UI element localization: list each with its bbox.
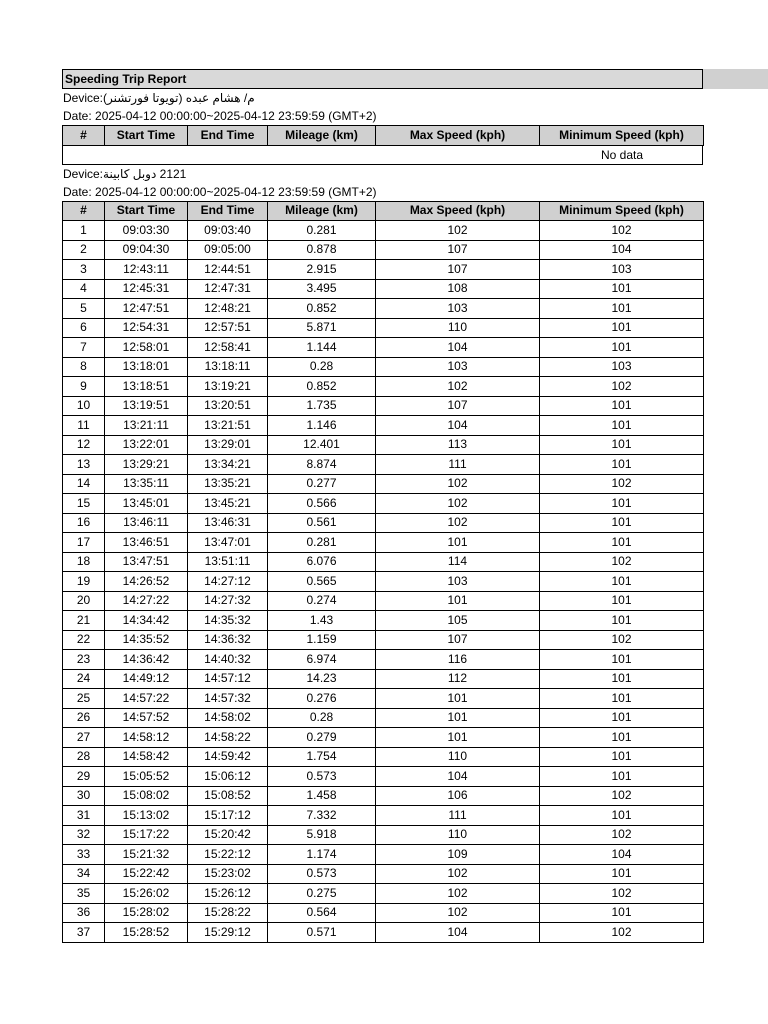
cell-start-time: 13:47:51: [105, 552, 188, 572]
table-row: [63, 611, 704, 631]
cell-index: 5: [63, 299, 105, 319]
cell-start-time: 13:21:11: [105, 416, 188, 436]
cell-start-time: 12:43:11: [105, 260, 188, 280]
cell-mileage: 0.277: [268, 474, 376, 494]
cell-max-speed: 113: [376, 435, 540, 455]
cell-max-speed: 101: [376, 708, 540, 728]
cell-max-speed: 110: [376, 747, 540, 767]
table-row: [63, 864, 704, 884]
cell-end-time: 13:19:21: [188, 377, 268, 397]
cell-max-speed: 111: [376, 806, 540, 826]
cell-index: 17: [63, 533, 105, 553]
table-row: [63, 474, 704, 494]
cell-index: 20: [63, 591, 105, 611]
cell-max-speed: 116: [376, 650, 540, 670]
cell-max-speed: 104: [376, 923, 540, 943]
cell-start-time: 12:45:31: [105, 279, 188, 299]
col-header-start: Start Time: [105, 126, 188, 146]
cell-max-speed: 103: [376, 572, 540, 592]
cell-min-speed: 102: [540, 474, 704, 494]
cell-index: 37: [63, 923, 105, 943]
cell-min-speed: 102: [540, 630, 704, 650]
cell-mileage: 0.274: [268, 591, 376, 611]
table-row: [63, 299, 704, 319]
cell-mileage: 0.28: [268, 357, 376, 377]
col-header-min-speed: Minimum Speed (kph): [540, 126, 704, 146]
cell-mileage: 1.754: [268, 747, 376, 767]
table-row: [63, 260, 704, 280]
cell-index: 26: [63, 708, 105, 728]
cell-index: 3: [63, 260, 105, 280]
cell-max-speed: 102: [376, 864, 540, 884]
cell-min-speed: 102: [540, 825, 704, 845]
cell-end-time: 15:20:42: [188, 825, 268, 845]
cell-start-time: 14:34:42: [105, 611, 188, 631]
cell-end-time: 13:45:21: [188, 494, 268, 514]
report-sheet: [62, 69, 703, 943]
cell-index: 1: [63, 221, 105, 241]
cell-max-speed: 108: [376, 279, 540, 299]
cell-max-speed: 101: [376, 689, 540, 709]
cell-index: 8: [63, 357, 105, 377]
cell-start-time: 15:13:02: [105, 806, 188, 826]
cell-end-time: 15:29:12: [188, 923, 268, 943]
table-row: [63, 572, 704, 592]
cell-mileage: 5.871: [268, 318, 376, 338]
cell-end-time: 14:59:42: [188, 747, 268, 767]
trip-table-body: [63, 221, 704, 943]
table-header-row: [63, 126, 704, 146]
table-row: [63, 903, 704, 923]
cell-start-time: 14:49:12: [105, 669, 188, 689]
cell-mileage: 1.458: [268, 786, 376, 806]
cell-start-time: 15:22:42: [105, 864, 188, 884]
cell-max-speed: 102: [376, 221, 540, 241]
cell-max-speed: 104: [376, 416, 540, 436]
table-row: [63, 806, 704, 826]
cell-end-time: 13:51:11: [188, 552, 268, 572]
cell-min-speed: 101: [540, 708, 704, 728]
cell-start-time: 15:05:52: [105, 767, 188, 787]
cell-start-time: 13:18:01: [105, 357, 188, 377]
cell-end-time: 14:57:12: [188, 669, 268, 689]
table-row: [63, 747, 704, 767]
cell-max-speed: 102: [376, 513, 540, 533]
cell-min-speed: 102: [540, 552, 704, 572]
cell-mileage: 1.159: [268, 630, 376, 650]
cell-max-speed: 102: [376, 884, 540, 904]
cell-mileage: 6.974: [268, 650, 376, 670]
cell-min-speed: 101: [540, 299, 704, 319]
cell-max-speed: 110: [376, 318, 540, 338]
table-row: [63, 455, 704, 475]
device-name: م/ هشام عبده (تويوتا فورتشنر): [103, 91, 255, 105]
header-table-1: [62, 125, 704, 146]
cell-mileage: 5.918: [268, 825, 376, 845]
cell-end-time: 12:57:51: [188, 318, 268, 338]
cell-end-time: 12:58:41: [188, 338, 268, 358]
cell-max-speed: 103: [376, 299, 540, 319]
cell-mileage: 7.332: [268, 806, 376, 826]
table-row: [63, 825, 704, 845]
table-row: [63, 650, 704, 670]
cell-max-speed: 112: [376, 669, 540, 689]
cell-end-time: 14:58:22: [188, 728, 268, 748]
cell-start-time: 14:27:22: [105, 591, 188, 611]
cell-mileage: 3.495: [268, 279, 376, 299]
cell-mileage: 1.174: [268, 845, 376, 865]
cell-index: 33: [63, 845, 105, 865]
cell-end-time: 15:17:12: [188, 806, 268, 826]
table-row: [63, 416, 704, 436]
cell-end-time: 13:46:31: [188, 513, 268, 533]
cell-max-speed: 104: [376, 767, 540, 787]
table-row: [63, 845, 704, 865]
col-header-max-speed: Max Speed (kph): [376, 126, 540, 146]
cell-start-time: 13:35:11: [105, 474, 188, 494]
cell-end-time: 14:36:32: [188, 630, 268, 650]
cell-end-time: 13:21:51: [188, 416, 268, 436]
table-row: [63, 630, 704, 650]
cell-end-time: 15:22:12: [188, 845, 268, 865]
cell-min-speed: 101: [540, 396, 704, 416]
cell-index: 12: [63, 435, 105, 455]
cell-start-time: 14:26:52: [105, 572, 188, 592]
cell-start-time: 14:58:12: [105, 728, 188, 748]
cell-index: 34: [63, 864, 105, 884]
cell-index: 22: [63, 630, 105, 650]
cell-max-speed: 101: [376, 591, 540, 611]
cell-index: 36: [63, 903, 105, 923]
cell-index: 10: [63, 396, 105, 416]
cell-mileage: 0.281: [268, 221, 376, 241]
device-line-1: [62, 89, 703, 107]
cell-index: 13: [63, 455, 105, 475]
cell-max-speed: 111: [376, 455, 540, 475]
cell-min-speed: 101: [540, 494, 704, 514]
date-line-2: Date: 2025-04-12 00:00:00~2025-04-12 23:59:59 (GMT+2): [63, 184, 377, 199]
cell-mileage: 12.401: [268, 435, 376, 455]
cell-end-time: 14:35:32: [188, 611, 268, 631]
cell-end-time: 14:27:32: [188, 591, 268, 611]
table-row: [63, 552, 704, 572]
cell-min-speed: 104: [540, 845, 704, 865]
cell-max-speed: 103: [376, 357, 540, 377]
cell-end-time: 13:47:01: [188, 533, 268, 553]
cell-index: 15: [63, 494, 105, 514]
cell-min-speed: 101: [540, 416, 704, 436]
cell-start-time: 13:22:01: [105, 435, 188, 455]
table-row: [63, 396, 704, 416]
cell-index: 27: [63, 728, 105, 748]
no-data-row: [62, 146, 703, 165]
cell-index: 24: [63, 669, 105, 689]
cell-start-time: 13:46:11: [105, 513, 188, 533]
cell-min-speed: 101: [540, 435, 704, 455]
cell-start-time: 13:19:51: [105, 396, 188, 416]
cell-max-speed: 104: [376, 338, 540, 358]
cell-mileage: 0.28: [268, 708, 376, 728]
cell-mileage: 1.144: [268, 338, 376, 358]
cell-end-time: 09:03:40: [188, 221, 268, 241]
cell-start-time: 09:03:30: [105, 221, 188, 241]
table-row: [63, 240, 704, 260]
col-header-index: #: [63, 201, 105, 221]
cell-max-speed: 105: [376, 611, 540, 631]
cell-min-speed: 102: [540, 786, 704, 806]
cell-start-time: 09:04:30: [105, 240, 188, 260]
table-row: [63, 435, 704, 455]
cell-min-speed: 101: [540, 279, 704, 299]
trip-table: [62, 201, 704, 943]
cell-min-speed: 101: [540, 669, 704, 689]
cell-end-time: 12:44:51: [188, 260, 268, 280]
cell-start-time: 14:57:52: [105, 708, 188, 728]
cell-start-time: 12:47:51: [105, 299, 188, 319]
cell-max-speed: 106: [376, 786, 540, 806]
cell-min-speed: 101: [540, 591, 704, 611]
cell-index: 29: [63, 767, 105, 787]
cell-min-speed: 102: [540, 884, 704, 904]
cell-min-speed: 101: [540, 767, 704, 787]
cell-mileage: 0.573: [268, 767, 376, 787]
cell-start-time: 15:26:02: [105, 884, 188, 904]
cell-mileage: 1.43: [268, 611, 376, 631]
cell-mileage: 0.281: [268, 533, 376, 553]
cell-mileage: 14.23: [268, 669, 376, 689]
cell-end-time: 13:18:11: [188, 357, 268, 377]
cell-max-speed: 110: [376, 825, 540, 845]
cell-max-speed: 107: [376, 240, 540, 260]
cell-min-speed: 101: [540, 728, 704, 748]
cell-min-speed: 101: [540, 318, 704, 338]
cell-end-time: 15:26:12: [188, 884, 268, 904]
table-row: [63, 533, 704, 553]
cell-start-time: 14:35:52: [105, 630, 188, 650]
cell-end-time: 12:48:21: [188, 299, 268, 319]
cell-index: 11: [63, 416, 105, 436]
cell-end-time: 13:35:21: [188, 474, 268, 494]
cell-index: 18: [63, 552, 105, 572]
cell-min-speed: 101: [540, 864, 704, 884]
table-row: [63, 591, 704, 611]
cell-mileage: 0.852: [268, 377, 376, 397]
cell-index: 28: [63, 747, 105, 767]
cell-index: 6: [63, 318, 105, 338]
cell-start-time: 13:46:51: [105, 533, 188, 553]
cell-mileage: 0.561: [268, 513, 376, 533]
table-row: [63, 884, 704, 904]
cell-max-speed: 114: [376, 552, 540, 572]
cell-min-speed: 101: [540, 806, 704, 826]
cell-index: 25: [63, 689, 105, 709]
cell-end-time: 15:28:22: [188, 903, 268, 923]
cell-min-speed: 102: [540, 221, 704, 241]
cell-start-time: 15:28:02: [105, 903, 188, 923]
cell-end-time: 13:34:21: [188, 455, 268, 475]
col-header-end: End Time: [188, 201, 268, 221]
cell-min-speed: 101: [540, 747, 704, 767]
cell-mileage: 0.565: [268, 572, 376, 592]
cell-end-time: 14:40:32: [188, 650, 268, 670]
cell-mileage: 0.564: [268, 903, 376, 923]
col-header-end: End Time: [188, 126, 268, 146]
cell-start-time: 14:36:42: [105, 650, 188, 670]
cell-max-speed: 102: [376, 494, 540, 514]
table-row: [63, 377, 704, 397]
cell-end-time: 14:27:12: [188, 572, 268, 592]
cell-end-time: 14:58:02: [188, 708, 268, 728]
table-row: [63, 513, 704, 533]
no-data-text: No data: [600, 147, 644, 162]
table-row: [63, 669, 704, 689]
cell-start-time: 12:54:31: [105, 318, 188, 338]
table-row: [63, 708, 704, 728]
cell-end-time: 15:23:02: [188, 864, 268, 884]
cell-max-speed: 101: [376, 728, 540, 748]
cell-max-speed: 102: [376, 903, 540, 923]
table-row: [63, 689, 704, 709]
cell-max-speed: 109: [376, 845, 540, 865]
col-header-min-speed: Minimum Speed (kph): [540, 201, 704, 221]
cell-end-time: 13:20:51: [188, 396, 268, 416]
cell-index: 35: [63, 884, 105, 904]
cell-min-speed: 104: [540, 240, 704, 260]
table-row: [63, 728, 704, 748]
cell-min-speed: 103: [540, 357, 704, 377]
cell-start-time: 15:21:32: [105, 845, 188, 865]
cell-min-speed: 101: [540, 338, 704, 358]
cell-mileage: 0.566: [268, 494, 376, 514]
cell-mileage: 2.915: [268, 260, 376, 280]
date-line-1: Date: 2025-04-12 00:00:00~2025-04-12 23:59:59 (GMT+2): [63, 109, 377, 123]
cell-mileage: 8.874: [268, 455, 376, 475]
cell-max-speed: 102: [376, 377, 540, 397]
cell-index: 30: [63, 786, 105, 806]
col-header-index: #: [63, 126, 105, 146]
cell-start-time: 13:29:21: [105, 455, 188, 475]
table-row: [63, 338, 704, 358]
col-header-start: Start Time: [105, 201, 188, 221]
cell-min-speed: 101: [540, 611, 704, 631]
cell-mileage: 0.852: [268, 299, 376, 319]
cell-max-speed: 101: [376, 533, 540, 553]
cell-min-speed: 101: [540, 572, 704, 592]
cell-mileage: 6.076: [268, 552, 376, 572]
cell-index: 9: [63, 377, 105, 397]
cell-min-speed: 101: [540, 533, 704, 553]
cell-end-time: 15:06:12: [188, 767, 268, 787]
device-line-2: [62, 165, 703, 183]
table-row: [63, 786, 704, 806]
cell-end-time: 13:29:01: [188, 435, 268, 455]
cell-min-speed: 103: [540, 260, 704, 280]
cell-end-time: 14:57:32: [188, 689, 268, 709]
cell-index: 14: [63, 474, 105, 494]
sheet-tab-indicator: [703, 69, 768, 89]
table-header-row: [63, 201, 704, 221]
cell-start-time: 13:18:51: [105, 377, 188, 397]
table-row: [63, 221, 704, 241]
cell-min-speed: 101: [540, 903, 704, 923]
cell-index: 23: [63, 650, 105, 670]
cell-index: 32: [63, 825, 105, 845]
col-header-mileage: Mileage (km): [268, 201, 376, 221]
cell-index: 4: [63, 279, 105, 299]
table-row: [63, 767, 704, 787]
cell-mileage: 0.878: [268, 240, 376, 260]
cell-end-time: 15:08:52: [188, 786, 268, 806]
cell-min-speed: 101: [540, 650, 704, 670]
cell-start-time: 15:08:02: [105, 786, 188, 806]
cell-min-speed: 102: [540, 377, 704, 397]
cell-mileage: 1.146: [268, 416, 376, 436]
table-row: [63, 494, 704, 514]
cell-start-time: 15:17:22: [105, 825, 188, 845]
cell-index: 7: [63, 338, 105, 358]
cell-mileage: 0.279: [268, 728, 376, 748]
cell-max-speed: 107: [376, 630, 540, 650]
cell-index: 2: [63, 240, 105, 260]
col-header-mileage: Mileage (km): [268, 126, 376, 146]
cell-min-speed: 101: [540, 689, 704, 709]
cell-start-time: 14:57:22: [105, 689, 188, 709]
table-row: [63, 279, 704, 299]
cell-mileage: 0.275: [268, 884, 376, 904]
device-name: 2121 دوبل كابينة: [103, 166, 187, 181]
cell-index: 19: [63, 572, 105, 592]
device-label: Device:: [63, 166, 104, 181]
cell-start-time: 15:28:52: [105, 923, 188, 943]
cell-start-time: 14:58:42: [105, 747, 188, 767]
report-title: Speeding Trip Report: [62, 69, 703, 89]
device-label: Device:: [63, 91, 104, 105]
cell-min-speed: 102: [540, 923, 704, 943]
cell-mileage: 1.735: [268, 396, 376, 416]
table-row: [63, 923, 704, 943]
cell-mileage: 0.276: [268, 689, 376, 709]
cell-start-time: 13:45:01: [105, 494, 188, 514]
cell-end-time: 09:05:00: [188, 240, 268, 260]
cell-min-speed: 101: [540, 455, 704, 475]
cell-index: 21: [63, 611, 105, 631]
cell-max-speed: 107: [376, 396, 540, 416]
cell-max-speed: 107: [376, 260, 540, 280]
cell-min-speed: 101: [540, 513, 704, 533]
col-header-max-speed: Max Speed (kph): [376, 201, 540, 221]
cell-index: 31: [63, 806, 105, 826]
cell-max-speed: 102: [376, 474, 540, 494]
cell-index: 16: [63, 513, 105, 533]
cell-mileage: 0.571: [268, 923, 376, 943]
table-row: [63, 318, 704, 338]
cell-mileage: 0.573: [268, 864, 376, 884]
cell-start-time: 12:58:01: [105, 338, 188, 358]
table-row: [63, 357, 704, 377]
cell-end-time: 12:47:31: [188, 279, 268, 299]
